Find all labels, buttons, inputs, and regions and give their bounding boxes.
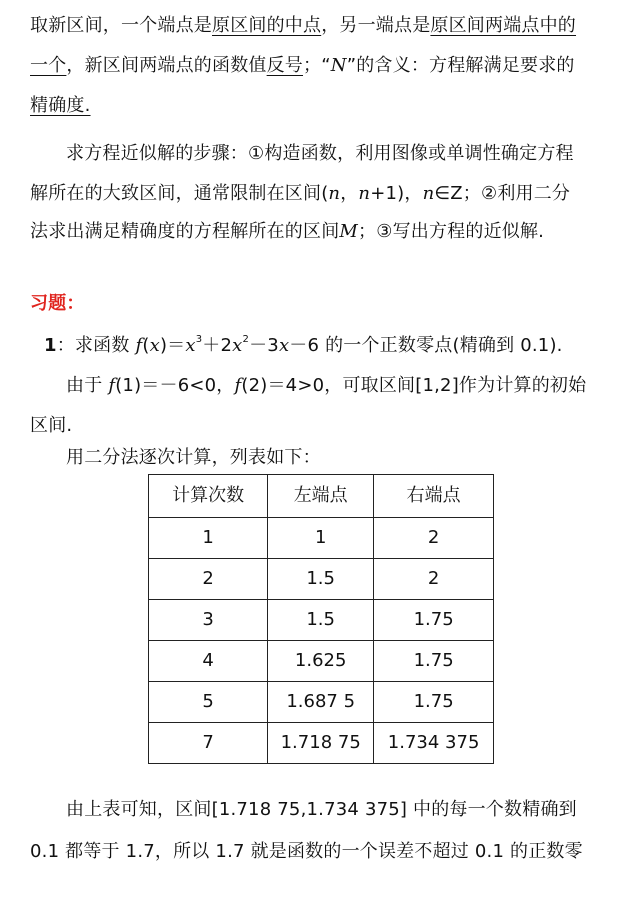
table-cell: 3 [149,600,268,641]
table-row [149,641,494,682]
header-right-endpoint: 右端点 [374,475,494,518]
p1-line2: 一个，新区间两端点的函数值反号；“N”的含义：方程解满足要求的 [30,55,575,76]
table-cell: 1.75 [374,600,494,641]
table-cell: 1.5 [268,559,374,600]
table-cell: 1.75 [374,682,494,723]
table-cell: 2 [374,559,494,600]
q1-explanation-line1: 由于 f(1)＝－6<0，f(2)＝4>0，可取区间[1,2]作为计算的初始 [66,375,587,396]
table-cell: 2 [374,518,494,559]
table-cell: 7 [149,723,268,764]
table-cell: 4 [149,641,268,682]
table-cell: 1.718 75 [268,723,374,764]
table-cell: 1 [149,518,268,559]
table-cell: 5 [149,682,268,723]
table-cell: 1.625 [268,641,374,682]
underline-opposite-sign: 反号 [266,55,304,76]
header-iteration: 计算次数 [149,475,268,518]
table-cell: 1.75 [374,641,494,682]
p1-line1: 取新区间，一个端点是原区间的中点，另一端点是原区间两端点中的 [30,15,577,36]
underline-precision: 精确度. [30,95,91,116]
table-cell: 1.5 [268,600,374,641]
table-header-row [149,475,494,518]
table-row [149,518,494,559]
table-row [149,600,494,641]
q1-explanation-line2: 区间. [30,415,73,436]
table-row [149,723,494,764]
p2-line2: 解所在的大致区间，通常限制在区间(n，n+1)，n∈Z；②利用二分 [30,183,571,204]
question-1: 1：求函数 $f(x)=x^3+2x^2-3x-6$ 的一个正数零点(精确到 0.1). [44,334,563,356]
underline-midpoint: 原区间的中点 [212,15,322,36]
table-cell: 1 [268,518,374,559]
p2-line1: 求方程近似解的步骤：①构造函数，利用图像或单调性确定方程 [66,143,574,164]
q1-explanation-line3: 用二分法逐次计算，列表如下： [66,447,321,468]
exercise-heading: 习题： [30,293,85,314]
header-left-endpoint: 左端点 [268,475,374,518]
table-row [149,682,494,723]
table-cell: 2 [149,559,268,600]
table-row [149,559,494,600]
conclusion-line1: 由上表可知，区间[1.718 75,1.734 375] 中的每一个数精确到 [66,799,577,820]
p2-line3: 法求出满足精确度的方程解所在的区间M；③写出方程的近似解. [30,221,545,242]
table-cell: 1.734 375 [374,723,494,764]
underline-one-endpoint: 原区间两端点中的 [430,15,577,36]
table-cell: 1.687 5 [268,682,374,723]
conclusion-line2: 0.1 都等于 1.7，所以 1.7 就是函数的一个误差不超过 0.1 的正数零 [30,841,583,862]
p1-line3 [30,86,612,126]
bisection-table [148,474,494,764]
